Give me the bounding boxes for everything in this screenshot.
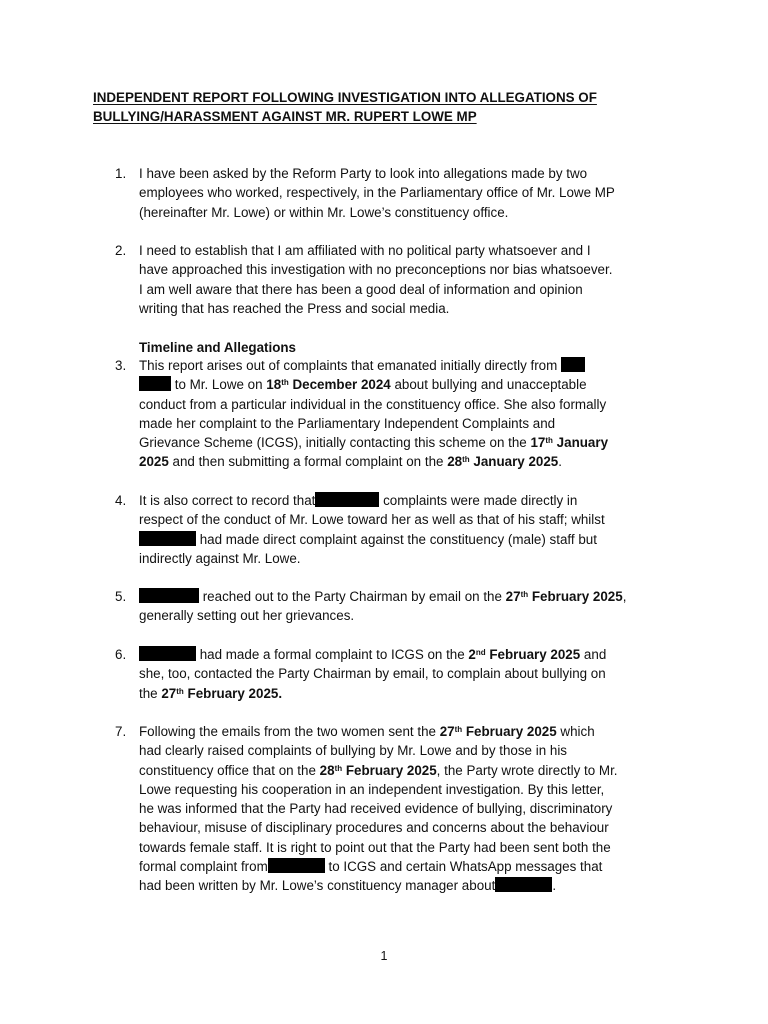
paragraph-line: I need to establish that I am affiliated with no political party whatsoever and I bbox=[139, 243, 591, 258]
paragraph-line: had made direct complaint against the constituency (male) staff but bbox=[139, 530, 699, 549]
redaction-block bbox=[268, 858, 325, 873]
report-title bbox=[93, 88, 653, 126]
paragraph-line: to Mr. Lowe on 18th December 2024 about bullying and unacceptable bbox=[139, 375, 699, 394]
paragraph-line: he was informed that the Party had received evidence of bullying, discriminatory bbox=[139, 801, 613, 817]
paragraph-1 bbox=[115, 164, 699, 222]
redaction-block bbox=[315, 492, 379, 507]
paragraph-number: 4. bbox=[115, 493, 127, 508]
paragraph-line: Grievance Scheme (ICGS), initially contacting this scheme on the 17th January bbox=[139, 435, 609, 451]
redaction-block bbox=[139, 588, 199, 603]
paragraph-line: she, too, contacted the Party Chairman by email, to complain about bullying on bbox=[139, 666, 606, 682]
paragraph-line: behaviour, misuse of disciplinary procedures and concerns about the behaviour bbox=[139, 820, 609, 836]
paragraph-3 bbox=[115, 356, 699, 472]
paragraph-line: (hereinafter Mr. Lowe) or within Mr. Lowe’s constituency office. bbox=[139, 204, 509, 220]
section-heading: Timeline and Allegations bbox=[139, 340, 296, 355]
paragraph-5 bbox=[115, 587, 699, 626]
paragraph-line: It is also correct to record that complaints were made directly in bbox=[139, 493, 578, 508]
paragraph-number: 3. bbox=[115, 358, 127, 373]
paragraph-number: 2. bbox=[115, 243, 127, 258]
paragraph-line: Following the emails from the two women sent the 27th February 2025 which bbox=[139, 724, 595, 739]
paragraph-line: had clearly raised complaints of bullying by Mr. Lowe and by those in his bbox=[139, 743, 567, 759]
paragraph-line: This report arises out of complaints that emanated initially directly from bbox=[139, 356, 699, 375]
redaction-block bbox=[139, 531, 196, 546]
paragraph-line: Lowe requesting his cooperation in an independent investigation. By this letter, bbox=[139, 781, 605, 797]
paragraph-number: 1. bbox=[115, 166, 127, 181]
paragraph-line: reached out to the Party Chairman by email on the 27th February 2025, bbox=[139, 587, 699, 606]
title-line-1: INDEPENDENT REPORT FOLLOWING INVESTIGATION INTO ALLEGATIONS OF bbox=[93, 90, 597, 105]
page-number: 1 bbox=[380, 949, 388, 963]
paragraph-line: I am well aware that there has been a good deal of information and opinion bbox=[139, 281, 583, 297]
paragraph-line: have approached this investigation with no preconceptions nor bias whatsoever. bbox=[139, 262, 613, 278]
paragraph-line: formal complaint from to ICGS and certain WhatsApp messages that bbox=[139, 859, 603, 875]
paragraph-number: 5. bbox=[115, 589, 127, 604]
paragraph-6 bbox=[115, 645, 699, 703]
paragraph-line: employees who worked, respectively, in the Parliamentary office of Mr. Lowe MP bbox=[139, 185, 615, 201]
paragraph-number: 7. bbox=[115, 724, 127, 739]
paragraph-line: 2025 and then submitting a formal complaint on the 28th January 2025. bbox=[139, 454, 562, 470]
paragraph-line: I have been asked by the Reform Party to look into allegations made by two bbox=[139, 166, 588, 181]
title-line-2: BULLYING/HARASSMENT AGAINST MR. RUPERT LOWE MP bbox=[93, 109, 477, 124]
paragraph-number: 6. bbox=[115, 647, 127, 662]
paragraph-line: constituency office that on the 28th February 2025, the Party wrote directly to Mr. bbox=[139, 762, 618, 778]
paragraph-line: indirectly against Mr. Lowe. bbox=[139, 550, 301, 566]
paragraph-line: towards female staff. It is right to point out that the Party had been sent both the bbox=[139, 839, 611, 855]
redaction-block bbox=[495, 877, 552, 892]
paragraph-line: had been written by Mr. Lowe’s constituency manager about . bbox=[139, 878, 557, 894]
paragraph-2 bbox=[115, 241, 699, 318]
paragraph-line: writing that has reached the Press and social media. bbox=[139, 300, 450, 316]
paragraph-4 bbox=[115, 491, 699, 568]
paragraph-line: had made a formal complaint to ICGS on the 2nd February 2025 and bbox=[139, 645, 699, 664]
paragraph-line: respect of the conduct of Mr. Lowe toward her as well as that of his staff; whilst bbox=[139, 512, 605, 528]
paragraph-7 bbox=[115, 722, 699, 896]
redaction-block bbox=[561, 357, 585, 372]
redaction-block bbox=[139, 646, 196, 661]
paragraph-line: the 27th February 2025. bbox=[139, 685, 283, 701]
paragraph-line: made her complaint to the Parliamentary Independent Complaints and bbox=[139, 415, 556, 431]
redaction-block bbox=[139, 376, 171, 391]
paragraph-line: conduct from a particular individual in the constituency office. She also formally bbox=[139, 396, 607, 412]
paragraph-line: generally setting out her grievances. bbox=[139, 608, 355, 624]
